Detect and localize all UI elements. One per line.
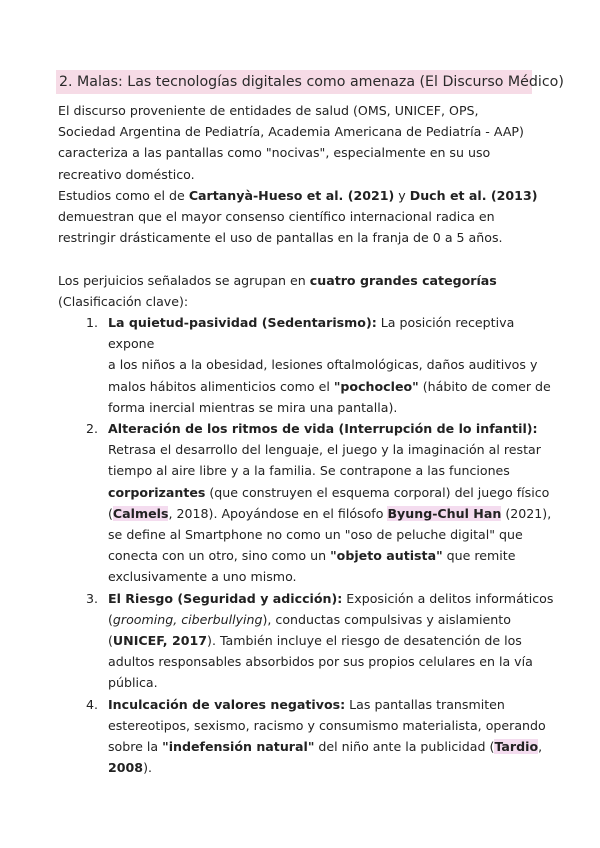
section-heading: 2. Malas: Las tecnologías digitales como amenaza (El Discurso Médico) bbox=[56, 70, 532, 94]
item-text: pública. bbox=[108, 675, 158, 691]
item-term: corporizantes bbox=[108, 484, 206, 500]
item-text: (que construyen el esquema corporal) del juego físico bbox=[205, 484, 550, 500]
item-title: El Riesgo (Seguridad y adicción): bbox=[108, 590, 343, 606]
citation-duch: Duch et al. (2013) bbox=[409, 187, 538, 203]
list-number: 2. bbox=[86, 421, 99, 437]
list-number: 1. bbox=[86, 315, 99, 330]
item-text: ). bbox=[143, 760, 152, 776]
list-number: 4. bbox=[86, 696, 99, 712]
citation-calmels: Calmels bbox=[112, 505, 169, 521]
citation-tardio: Tardio bbox=[494, 739, 539, 755]
item-text: adultos responsables absorbidos por sus propios celulares en la vía bbox=[108, 654, 533, 670]
item-title: Alteración de los ritmos de vida (Interrupción de lo infantil): bbox=[108, 421, 538, 437]
item-text: ( bbox=[108, 611, 113, 627]
intro-text: Sociedad Argentina de Pediatría, Academia Americana de Pediatría - AAP) bbox=[58, 124, 524, 140]
item-text: , 2018). Apoyándose en el filósofo bbox=[168, 505, 388, 521]
item-text: del niño ante la publicidad ( bbox=[314, 739, 495, 755]
item-text: sobre la bbox=[108, 739, 163, 755]
lead-text: Los perjuicios señalados se agrupan en bbox=[58, 273, 310, 288]
item-text: a los niños a la obesidad, lesiones oftalmológicas, daños auditivos y bbox=[108, 357, 538, 373]
intro-paragraph bbox=[58, 100, 558, 248]
item-text: forma inercial mientras se mira una pantalla). bbox=[108, 399, 398, 415]
item-text: ( bbox=[108, 505, 113, 521]
lead-paragraph bbox=[58, 270, 538, 312]
item-text: , bbox=[538, 739, 543, 755]
item-term-italic: grooming, ciberbullying bbox=[112, 611, 263, 627]
item-text: conecta con un otro, sino como un bbox=[108, 548, 331, 564]
item-text: La posición receptiva expone bbox=[108, 315, 515, 352]
item-text: (hábito de comer de bbox=[418, 378, 551, 394]
lead-emphasis: cuatro grandes categorías bbox=[309, 273, 497, 288]
citation-cartanya: Cartanyà-Hueso et al. (2021) bbox=[188, 187, 395, 203]
intro-text: recreativo doméstico. bbox=[58, 166, 195, 182]
citation-unicef: UNICEF, 2017 bbox=[112, 633, 208, 649]
item-text: se define al Smartphone no como un "oso de peluche digital" que bbox=[108, 527, 523, 543]
item-text: ( bbox=[108, 633, 113, 649]
intro-text: demuestran que el mayor consenso científico internacional radica en bbox=[58, 209, 495, 225]
item-text: Las pantallas transmiten bbox=[345, 696, 505, 712]
item-text: ), conductas compulsivas y aislamiento bbox=[262, 611, 511, 627]
item-term: "objeto autista" bbox=[330, 548, 443, 564]
list-item bbox=[86, 418, 560, 588]
item-title: Inculcación de valores negativos: bbox=[108, 696, 346, 712]
list-item bbox=[86, 694, 560, 779]
lead-text: (Clasificación clave): bbox=[58, 294, 189, 310]
item-text: Exposición a delitos informáticos bbox=[342, 590, 554, 606]
item-text: ). También incluye el riesgo de desatención de los bbox=[207, 633, 522, 649]
intro-text: El discurso proveniente de entidades de salud (OMS, UNICEF, OPS, bbox=[58, 103, 479, 118]
item-term: "pochocleo" bbox=[333, 378, 419, 394]
list-item bbox=[86, 312, 560, 418]
item-term: "indefensión natural" bbox=[162, 739, 315, 755]
item-title: La quietud-pasividad (Sedentarismo): bbox=[108, 315, 377, 330]
citation-year: 2008 bbox=[108, 760, 144, 776]
intro-text: restringir drásticamente el uso de pantallas en la franja de 0 a 5 años. bbox=[58, 230, 503, 246]
intro-text: y bbox=[394, 187, 410, 203]
item-text: estereotipos, sexismo, racismo y consumismo materialista, operando bbox=[108, 717, 546, 733]
item-text: (2021), bbox=[501, 505, 552, 521]
citation-byung-chul-han: Byung-Chul Han bbox=[387, 505, 502, 521]
intro-text: caracteriza a las pantallas como "nocivas", especialmente en su uso bbox=[58, 145, 491, 161]
item-text: exclusivamente a uno mismo. bbox=[108, 569, 297, 585]
categories-list bbox=[86, 312, 560, 778]
item-text: que remite bbox=[442, 548, 516, 564]
item-text: tiempo al aire libre y a la familia. Se contrapone a las funciones bbox=[108, 463, 510, 479]
item-text: malos hábitos alimenticios como el bbox=[108, 378, 334, 394]
item-text: Retrasa el desarrollo del lenguaje, el juego y la imaginación al restar bbox=[108, 442, 541, 458]
list-number: 3. bbox=[86, 590, 99, 606]
list-item bbox=[86, 588, 560, 694]
intro-text: Estudios como el de bbox=[58, 187, 189, 203]
